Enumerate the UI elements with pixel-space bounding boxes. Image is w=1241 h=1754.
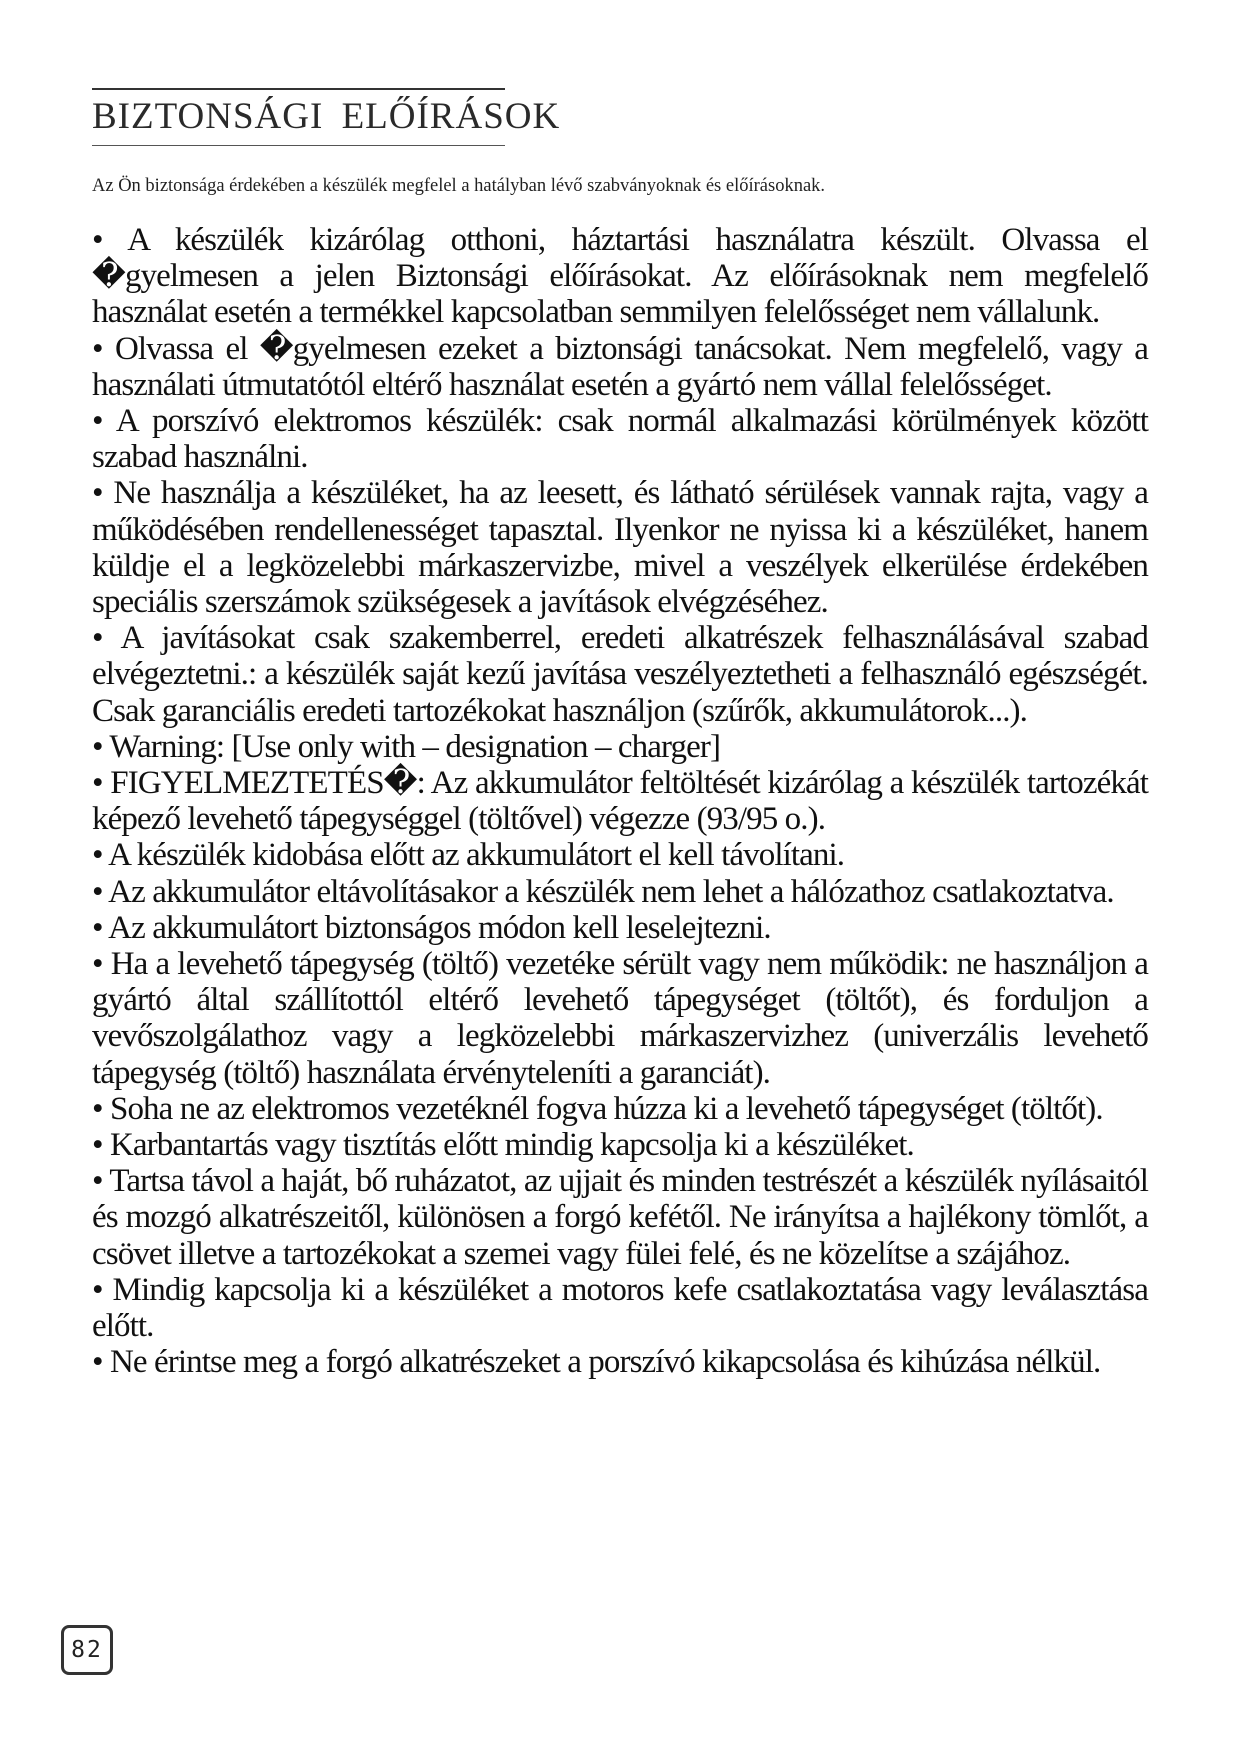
paragraph-damaged-charger: • Ha a levehető tápegység (töltő) vezetéke sérült vagy nem működik: ne használjon a gyártó által szállítottól eltérő levehető tápegységet (töltőt), és forduljon a vevőszolgálathoz vagy a legközelebbi márkaszervizhez (univerzális levehető tápegység (töltő) használata érvényteleníti a garanciát). xyxy=(92,946,1148,1091)
page-number-badge xyxy=(61,1625,113,1675)
paragraph-repairs: • A javításokat csak szakemberrel, eredeti alkatrészek felhasználásával szabad elvégeztetni.: a készülék saját kezű javítása veszélyeztetheti a felhasználó egészségét. Csak garanciális eredeti tartozékokat használjon (szűrők, akkumulátorok...). xyxy=(92,620,1148,729)
page-number: 82 xyxy=(71,1637,103,1663)
safety-instructions xyxy=(92,222,1148,1381)
paragraph-rotating-parts: • Ne érintse meg a forgó alkatrészeket a porszívó kikapcsolása és kihúzása nélkül. xyxy=(92,1344,1101,1381)
title-top-rule xyxy=(92,88,505,90)
page-title: BIZTONSÁGI ELŐÍRÁSOK xyxy=(92,96,561,137)
paragraph-damaged-appliance: • Ne használja a készüléket, ha az leesett, és látható sérülések vannak rajta, vagy a működésében rendellenességet tapasztal. Ilyenkor ne nyissa ki a készüléket, hanem küldje el a legközelebbi márkaszervizbe, mivel a veszélyek elkerülése érdekében speciális szerszámok szükségesek a javítások elvégzéséhez. xyxy=(92,475,1148,621)
paragraph-battery-removal: • A készülék kidobása előtt az akkumulátort el kell távolítani. xyxy=(92,837,845,874)
paragraph-disconnect-mains: • Az akkumulátor eltávolításakor a készülék nem lehet a hálózathoz csatlakoztatva. xyxy=(92,873,1114,910)
paragraph-maintenance: • Karbantartás vagy tisztítás előtt mindig kapcsolja ki a készüléket. xyxy=(92,1127,914,1164)
paragraph-household-use: • A készülék kizárólag otthoni, háztartási használatra készült. Olvassa el �gyelmesen a jelen Biztonsági előírásokat. Az előírásoknak nem megfelelő használat esetén a termékkel kapcsolatban semmilyen felelősséget nem vállalunk. xyxy=(92,222,1148,331)
paragraph-keep-away: • Tartsa távol a haját, bő ruházatot, az ujjait és minden testrészét a készülék nyílásaitól és mozgó alkatrészeitől, különösen a forgó kefétől. Ne irányítsa a hajlékony tömlőt, a csövet illetve a tartozékokat a szemei vagy fülei felé, és ne közelítse a szájához. xyxy=(92,1163,1148,1272)
title-bottom-rule xyxy=(92,145,505,146)
paragraph-battery-charging: • FIGYELMEZTETÉS�: Az akkumulátor feltöltését kizárólag a készülék tartozékát képező levehető tápegységgel (töltővel) végezze (93/95 o.). xyxy=(92,765,1148,838)
paragraph-read-carefully: • Olvassa el �gyelmesen ezeket a biztonsági tanácsokat. Nem megfelelő, vagy a használati útmutatótól eltérő használat esetén a gyártó nem vállal felelősséget. xyxy=(92,330,1148,403)
intro-text: Az Ön biztonsága érdekében a készülék megfelel a hatályban lévő szabványoknak és előírásoknak. xyxy=(92,176,826,196)
paragraph-unplug-cord: • Soha ne az elektromos vezetéknél fogva húzza ki a levehető tápegységet (töltőt). xyxy=(92,1090,1103,1127)
paragraph-battery-disposal: • Az akkumulátort biztonságos módon kell leselejtezni. xyxy=(92,909,771,946)
paragraph-electrical-appliance: • A porszívó elektromos készülék: csak normál alkalmazási körülmények között szabad használni. xyxy=(92,403,1148,476)
paragraph-motorized-brush: • Mindig kapcsolja ki a készüléket a motoros kefe csatlakoztatása vagy leválasztása előtt. xyxy=(92,1271,1148,1345)
paragraph-warning-charger: • Warning: [Use only with – designation – charger] xyxy=(92,728,721,765)
